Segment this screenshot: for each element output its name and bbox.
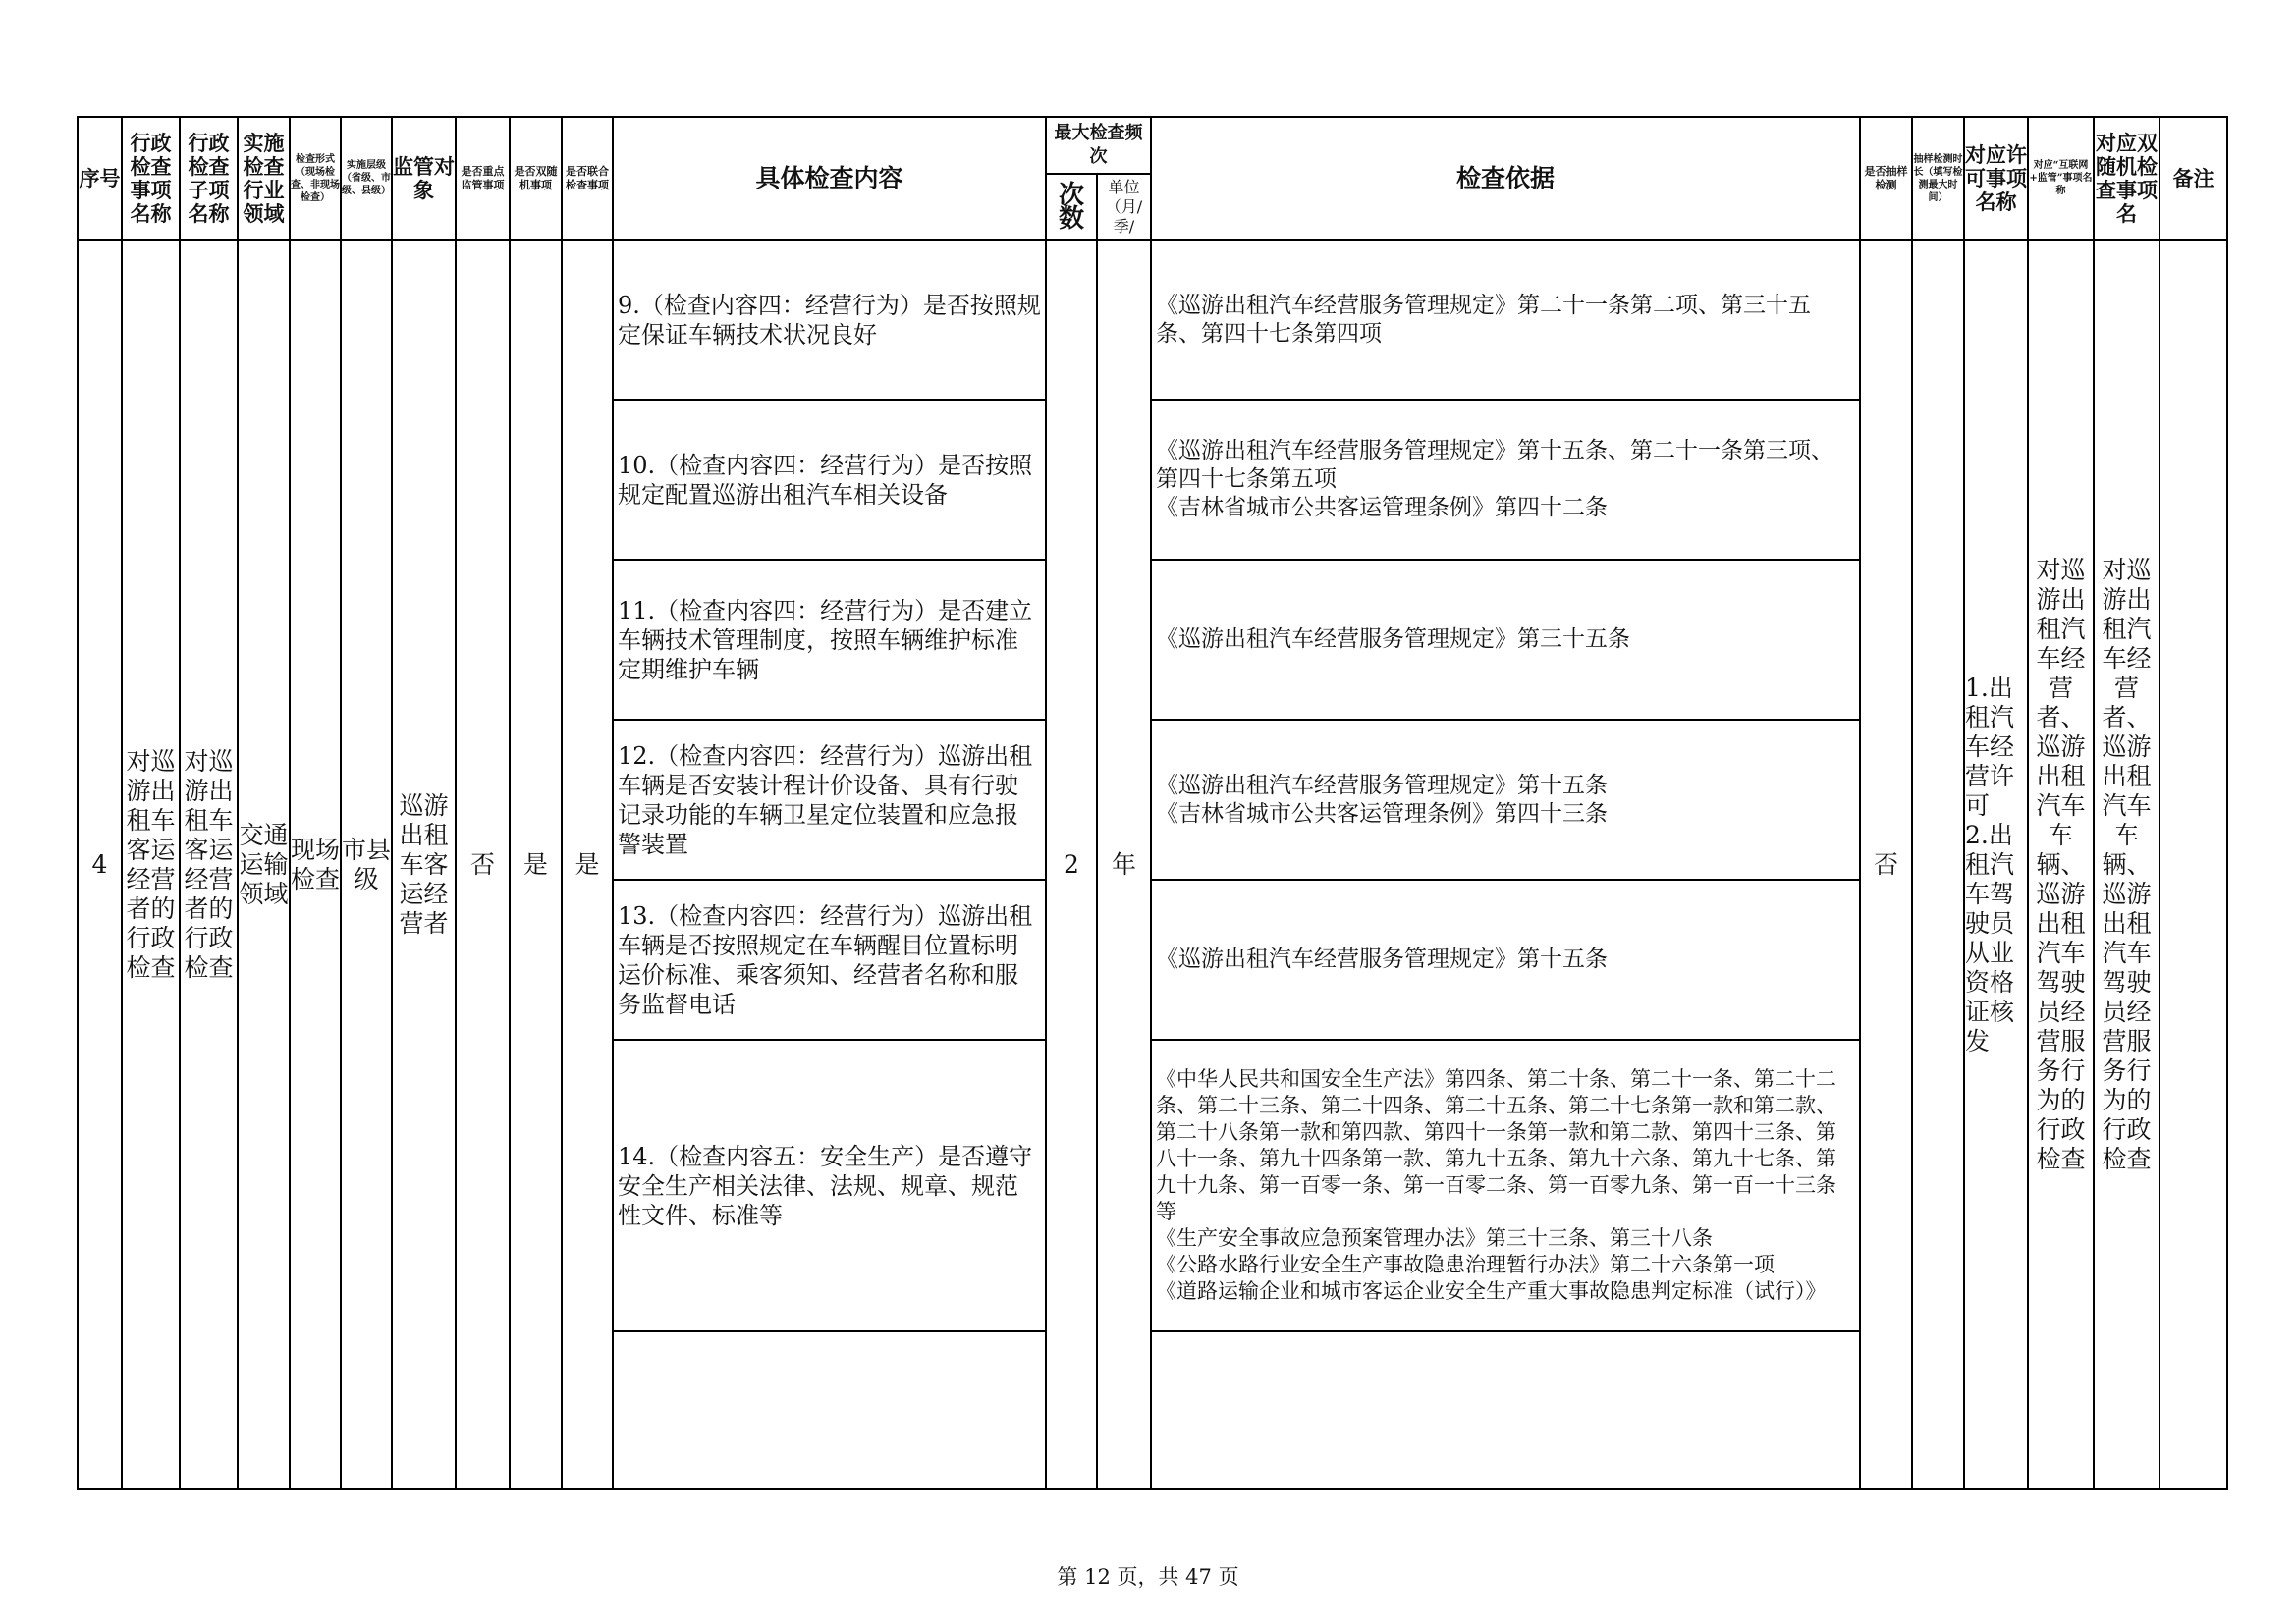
basis-item [1152,241,1859,401]
license-item-1: 1.出租汽车经营许可 [1965,673,2015,820]
header-sampling-time: 抽样检测时长（填写检测最大时间） [1912,117,1964,240]
level-cell: 市县级 [341,240,392,1489]
check-form-cell: 现场检查 [290,240,341,1489]
item-name-cell: 对巡游出租车客运经营者的行政检查 [122,240,180,1489]
content-item: 10.（检查内容四：经营行为）是否按照规定配置巡游出租汽车相关设备 [614,401,1045,561]
random-name-cell: 对巡游出租汽车经营者、巡游出租汽车车辆、巡游出租汽车驾驶员经营服务行为的行政检查 [2094,240,2159,1489]
header-random-name: 对应双随机检查事项名 [2094,117,2159,240]
inspection-table-sheet [77,116,2226,1487]
header-times: 次数 [1046,174,1097,240]
seq-cell: 4 [78,240,122,1489]
basis-column [1151,240,1860,1489]
random-item-cell: 是 [510,240,562,1489]
basis-line: 《道路运输企业和城市客运企业安全生产重大事故隐患判定标准（试行）》 [1156,1279,1827,1303]
header-seq: 序号 [78,117,122,240]
times-cell: 2 [1046,240,1097,1489]
header-max-freq: 最大检查频次 [1046,117,1151,174]
joint-item-cell: 是 [562,240,613,1489]
basis-item [1152,721,1859,881]
header-row [78,117,2227,174]
basis-item [1152,561,1859,721]
header-basis: 检查依据 [1151,117,1860,240]
header-item-name: 行政检查事项名称 [122,117,180,240]
sub-item-name-cell: 对巡游出租车客运经营者的行政检查 [180,240,238,1489]
basis-line: 《吉林省城市公共客运管理条例》第四十二条 [1156,495,1608,520]
inspection-table [77,116,2228,1490]
basis-item [1152,1332,1859,1488]
basis-item [1152,881,1859,1041]
license-item-2: 2.出租汽车驾驶员从业资格证核发 [1965,820,2015,1055]
basis-line: 《中华人民共和国安全生产法》第四条、第二十条、第二十一条、第二十二条、第二十三条、第二十四条、第二十五条、第二十七条第一款和第二款、第二十八条第一款和第四款、第四十一条第一款和第二款、第四十三条、第八十一条、第九十四条第一款、第九十五条、第九十六条、第九十七条、第九十九条、第一百零一条、第一百零二条、第一百零九条、第一百一十三条等 [1156,1067,1836,1223]
basis-line: 《吉林省城市公共客运管理条例》第四十三条 [1156,800,1608,827]
content-item: 13.（检查内容四：经营行为）巡游出租车辆是否按照规定在车辆醒目位置标明运价标准、乘客须知、经营者名称和服务监督电话 [614,881,1045,1041]
sampling-cell: 否 [1860,240,1912,1489]
page-footer: 第 12 页，共 47 页 [1057,1565,1239,1589]
basis-list [1152,241,1859,1488]
basis-item [1152,1041,1859,1332]
content-item: 9.（检查内容四：经营行为）是否按照规定保证车辆技术状况良好 [614,241,1045,401]
content-item: 14.（检查内容五：安全生产）是否遵守安全生产相关法律、法规、规章、规范性文件、标准等 [614,1041,1045,1332]
key-item-cell: 否 [456,240,510,1489]
content-item: 12.（检查内容四：经营行为）巡游出租车辆是否安装计程计价设备、具有行驶记录功能的车辆卫星定位装置和应急报警装置 [614,721,1045,881]
header-content: 具体检查内容 [613,117,1046,240]
header-random-item: 是否双随机事项 [510,117,562,240]
basis-item [1152,401,1859,561]
header-key-item: 是否重点监管事项 [456,117,510,240]
basis-line: 《巡游出租汽车经营服务管理规定》第三十五条 [1156,626,1630,652]
internet-cell: 对巡游出租汽车经营者、巡游出租汽车车辆、巡游出租汽车驾驶员经营服务行为的行政检查 [2028,240,2094,1489]
header-check-form: 检查形式（现场检查、非现场检查） [290,117,341,240]
remark-cell [2159,240,2227,1489]
header-unit: 单位（月/季/ [1097,174,1151,240]
basis-line: 《生产安全事故应急预案管理办法》第三十三条、第三十八条 [1156,1226,1713,1250]
header-sub-item-name: 行政检查子项名称 [180,117,238,240]
basis-line: 《巡游出租汽车经营服务管理规定》第十五条、第二十一条第三项、第四十七条第五项 [1156,438,1833,492]
header-level: 实施层级（省级、市级、县级） [341,117,392,240]
header-internet: 对应“互联网+监管”事项名称 [2028,117,2094,240]
content-list [614,241,1045,1488]
table-row [78,240,2227,1489]
industry-cell: 交通运输领域 [238,240,290,1489]
license-cell [1964,240,2028,1489]
basis-line: 《巡游出租汽车经营服务管理规定》第二十一条第二项、第三十五条、第四十七条第四项 [1156,292,1811,347]
basis-line: 《公路水路行业安全生产事故隐患治理暂行办法》第二十六条第一项 [1156,1253,1775,1276]
header-target: 监管对象 [392,117,456,240]
basis-line: 《巡游出租汽车经营服务管理规定》第十五条 [1156,772,1608,798]
content-item: 11.（检查内容四：经营行为）是否建立车辆技术管理制度，按照车辆维护标准定期维护车辆 [614,561,1045,721]
sampling-time-cell [1912,240,1964,1489]
target-cell: 巡游出租车客运经营者 [392,240,456,1489]
content-item [614,1332,1045,1488]
header-license: 对应许可事项名称 [1964,117,2028,240]
header-industry: 实施检查行业领域 [238,117,290,240]
basis-line: 《巡游出租汽车经营服务管理规定》第十五条 [1156,947,1608,972]
content-column [613,240,1046,1489]
header-joint-item: 是否联合检查事项 [562,117,613,240]
header-sampling: 是否抽样检测 [1860,117,1912,240]
header-remark: 备注 [2159,117,2227,240]
unit-cell: 年 [1097,240,1151,1489]
